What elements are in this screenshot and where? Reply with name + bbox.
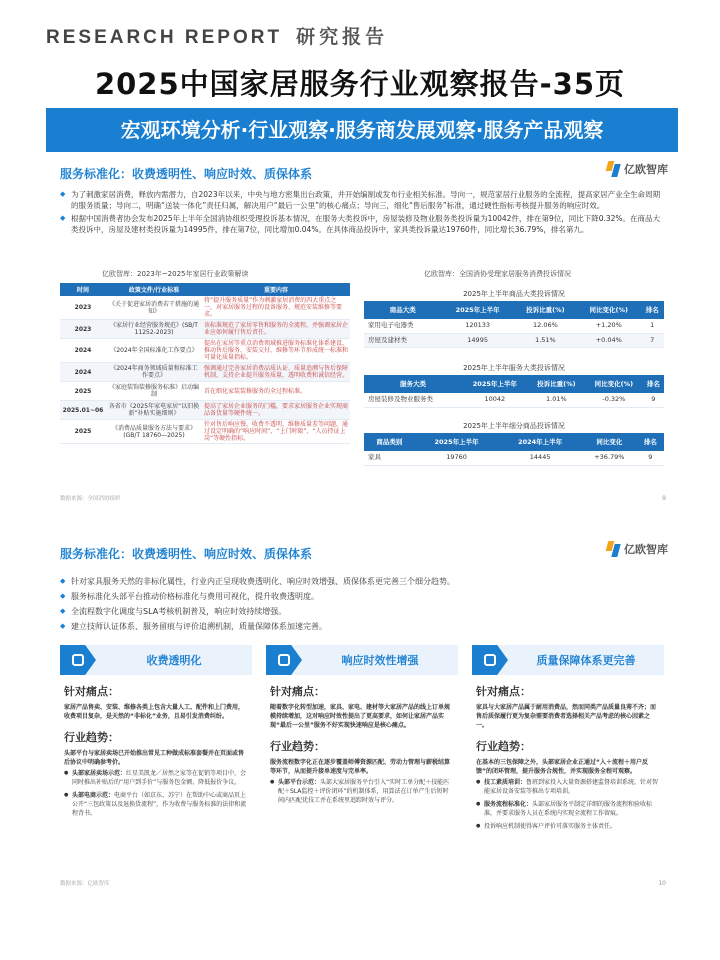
example-item [476, 822, 660, 831]
bullet-item: ◆ 为了刺激家居消费，释放内需潜力，自2023年以来，中央与地方密集出台政策，并开始编制或发布行业相关标准。导向一，规范家居行业服务的全流程，提高家居产业全生命周期的服务质量；导向二，明确“送装一体化”责任归属，解决用户“最后一公里”的核心痛点；导向三，细化“售后服务”标准，通过硬性指标考核提升服务的响应时效。 [60, 189, 664, 211]
kicker-en: RESEARCH REPORT [46, 27, 283, 48]
col-header: 2025年上半年 [442, 301, 514, 319]
trend-card [60, 645, 252, 875]
policy-content: 提高了家居企业服务的门槛，要求家居服务企业实现商品备货量等硬件统一。 [202, 401, 350, 420]
category-complaint-table [364, 433, 664, 466]
table-cell: +1.20% [577, 319, 640, 333]
service-complaint-table [364, 375, 664, 408]
col-header: 投诉比重(%) [528, 375, 586, 393]
example-text: 投诉响应机制使得客户评价可落实服务主体责任。 [484, 823, 617, 830]
pain-text: 家具与大家居产品属于耐用消费品，然而同类产品质量良莠不齐；而售后质保履行更为复杂需要消费者选择相关产品考虑的核心因素之一。 [476, 704, 657, 729]
pain-text: 随着数字化转型加速，家具、家电、建材等大家居产品的线上订单规模持续增加，这对响应时效性提出了更高要求，如何让家居产品实现“最后一公里”服务不好实现快速响应是核心痛点。 [270, 704, 451, 729]
card-title: 响应时效性增强 [341, 654, 419, 667]
table-caption: 2025年上半年细分商品投诉情况 [463, 422, 565, 430]
example-text: 头部大家居服务平台引入“实时工单分配＋技能匹配＋SLA监控＋评价闭环”的机制体系，用算法在订单产生后短时间内匹配优技工并在系统里追踪时效与评分。 [278, 779, 450, 804]
example-item [476, 778, 660, 796]
policy-time: 2025 [60, 382, 106, 401]
table-cell: +36.79% [582, 451, 637, 465]
trend-card [266, 645, 458, 875]
table-cell: 1.51% [514, 333, 577, 347]
pain-text: 家居产品售卖、安装、维修各类上包含大量人工、配件和上门费用，收费项目复杂，是天然的“非标化”业务，且易引发消费纠纷。 [64, 704, 245, 720]
bullet-item: ◆ 服务标准化头部平台推动价格标准化与费用可视化，提升收费透明度。 [60, 590, 664, 603]
table-row [364, 319, 664, 333]
page-number: 9 [662, 495, 666, 502]
table-cell: -0.32% [585, 393, 643, 407]
policy-time: 2024 [60, 363, 106, 382]
table-row [364, 333, 664, 347]
policy-row [60, 401, 350, 420]
policy-doc: 《消费品质量服务方法与要求》(GB/T 18760—2025) [106, 420, 202, 444]
bullet-item: ◆ 针对家具服务天然的非标化属性，行业内正呈现收费透明化、响应时效增强、质保体系更完善三个细分趋势。 [60, 575, 664, 588]
policy-row [60, 296, 350, 320]
policy-row [60, 420, 350, 444]
example-key: 头部平台示范： [278, 779, 321, 786]
section-title: 服务标准化：收费透明性、响应时效、质保体系 [60, 547, 313, 561]
report-title: 2025中国家居服务行业观察报告-35页 [94, 67, 626, 101]
trend-text: 在基本的三包保障之外，头部家居企业正通过“入＋流程＋用户反馈”的闭环管理，提升服务合规性，并实现服务全程可观察。 [476, 759, 648, 775]
trend-label: 行业趋势： [476, 740, 531, 753]
table-cell: 14995 [442, 333, 514, 347]
report-kicker [46, 22, 388, 49]
col-header: 政策文件/行业标准 [106, 283, 202, 296]
table-caption: 2025年上半年商品大类投诉情况 [463, 290, 565, 298]
example-item [270, 778, 454, 805]
table-cell: 10042 [462, 393, 528, 407]
col-header: 2024年上半年 [498, 433, 582, 451]
card-icon [266, 645, 302, 675]
bullet-list [60, 575, 664, 635]
section-title: 服务标准化：收费透明性、响应时效、质保体系 [60, 167, 313, 181]
policy-table [60, 283, 350, 444]
card-header [472, 645, 664, 675]
policy-time: 2025.01~06 [60, 401, 106, 420]
policy-content: 针对售后响应慢、收费不透明、维修质量差等问题，通过设定明确的“响应时间”、“上门时限”、“人员持证上岗”等硬性指标。 [204, 421, 349, 442]
bullet-item: ◆ 根据中国消费者协会发布2025年上半年全国消协组织受理投诉基本情况，在服务大类投诉中，房屋装修及物业服务类投诉量为10042件，排在第9位，同比下降0.32%。在商品大类投诉中，房屋及建材类投诉量为14995件，排在第7位，同比增加0.04%。在具体商品投诉中，家具类投诉量达19760件，同比增长36.79%，排名第九。 [60, 213, 664, 235]
table-cell: 房屋及建材类 [364, 333, 442, 347]
trend-label: 行业趋势： [270, 740, 325, 753]
policy-caption: 亿欧智库：2023年~2025年家居行业政策解读 [102, 270, 249, 278]
table-cell: 12.06% [514, 319, 577, 333]
col-header: 重要内容 [202, 283, 350, 296]
policy-doc: 《家居行业经营服务规范》(SB/T 11252-2023) [106, 320, 202, 339]
card-icon [60, 645, 96, 675]
col-header: 排名 [640, 301, 664, 319]
policy-time: 2025 [60, 420, 106, 444]
example-list [472, 776, 664, 831]
col-header: 2025年上半年 [462, 375, 528, 393]
complaint-caption: 亿欧智库：全国消协受理家居服务消费投诉情况 [424, 270, 571, 278]
policy-content: 该标准规范了家居零售和服务的全流程，并强调家居企业应如何履行售后责任。 [202, 320, 350, 339]
policy-time: 2023 [60, 296, 106, 320]
policy-time: 2024 [60, 339, 106, 363]
col-header: 2025年上半年 [415, 433, 499, 451]
pain-label: 针对痛点： [476, 685, 531, 698]
trend-card [472, 645, 664, 875]
example-text: 红星美凯龙／居然之家等在促销等项目中，会同时推出补贴后的“用户到手价”与服务包金额，降低报价争议。 [72, 770, 247, 786]
policy-content: 将“提升服务质量”作为刺激家居消费的四大重点之一，对家居服务过程的设备服务、规范安装维修等要求。 [202, 296, 350, 320]
example-text: 电商平台（如京东、苏宁）在帮助中心或商品页上公开“三包政策以及退换货流程”，作为收费与服务标准的法律和流程背书。 [72, 792, 247, 817]
col-header: 同比变化(%) [585, 375, 643, 393]
example-item [476, 800, 660, 818]
source-note: 数据来源：亿欧智库 [60, 881, 110, 887]
col-header: 服务大类 [364, 375, 462, 393]
card-glyph-icon [72, 654, 84, 666]
policy-row [60, 320, 350, 339]
trend-text: 服务流程数字化正在逐步覆盖师傅资源匹配、劳动力管理与薪税结算等环节，从而提升接单速度与完单率。 [270, 759, 451, 775]
trend-text: 头部平台与家居卖场已开始推出常见工种做成标准套餐并在页面或售后协议中明确参考价。 [64, 750, 245, 766]
pain-label: 针对痛点： [270, 685, 325, 698]
policy-doc: 《2024年全国标准化工作要点》 [106, 339, 202, 363]
table-cell: +0.04% [577, 333, 640, 347]
table-cell: 家具 [364, 451, 415, 465]
table-row [364, 393, 664, 407]
brand [607, 541, 668, 557]
card-icon [472, 645, 508, 675]
source-note: 数据来源：全国消协组织 [60, 496, 121, 502]
bullet-item: ◆ 建立技师认证体系、服务留痕与评价追溯机制，质量保障体系加速完善。 [60, 620, 664, 633]
policy-row [60, 363, 350, 382]
bullet-item: ◆ 全流程数字化调度与SLA考核机制普及，响应时效持续增强。 [60, 605, 664, 618]
page-number: 10 [658, 880, 666, 887]
policy-doc: 《关于促进家居消费若干措施的通知》 [106, 296, 202, 320]
table-cell: 19760 [415, 451, 499, 465]
policy-doc: 《家庭装饰装修服务标准》启动编制 [106, 382, 202, 401]
example-key: 服务流程标准化： [484, 801, 533, 808]
brand-logo-icon [607, 541, 621, 557]
brand [607, 161, 668, 177]
col-header: 时间 [60, 283, 106, 296]
bullet-list [60, 189, 664, 237]
example-list [266, 776, 458, 805]
table-caption: 2025年上半年服务大类投诉情况 [463, 364, 565, 372]
brand-name: 亿欧智库 [624, 543, 668, 556]
table-cell: 房屋装修及物业服务类 [364, 393, 462, 407]
page-9 [46, 155, 678, 510]
table-cell: 家用电子电器类 [364, 319, 442, 333]
example-text: 头部家居服务平制定详细的服务流程和验收标准，并要求服务人员在系统内实现全流程工作留痕。 [484, 801, 653, 817]
pain-label: 针对痛点： [64, 685, 119, 698]
card-title: 收费透明化 [146, 654, 202, 667]
table-cell: 9 [643, 393, 664, 407]
card-glyph-icon [278, 654, 290, 666]
table-cell: 120133 [442, 319, 514, 333]
col-header: 排名 [643, 375, 664, 393]
table-cell: 1 [640, 319, 664, 333]
card-title: 质量保障体系更完善 [536, 654, 636, 667]
example-key: 技工素质培训： [484, 779, 527, 786]
kicker-cn: 研究报告 [296, 27, 389, 48]
card-header [266, 645, 458, 675]
table-row [364, 451, 664, 465]
card-glyph-icon [484, 654, 496, 666]
policy-time: 2023 [60, 320, 106, 339]
page-10 [46, 535, 678, 895]
policy-doc: 各省市《2025年家电家居“以旧换新”补贴实施细则》 [106, 401, 202, 420]
brand-logo-icon [607, 161, 621, 177]
policy-row [60, 339, 350, 363]
card-header [60, 645, 252, 675]
policy-row [60, 382, 350, 401]
policy-content: 强调通过完善家居消费品质认证、质量追溯与售后保障机制，支持企业提升服务质量，透明收费和诚信经营。 [202, 363, 350, 382]
col-header: 同比变化(%) [577, 301, 640, 319]
example-key: 头部电商示范： [72, 792, 115, 799]
example-list [60, 767, 252, 818]
col-header: 投诉比重(%) [514, 301, 577, 319]
policy-content: 提出在家居等重点消费领域推进服务标准化体系建设，推动售后服务、安装交付、维修等环节形成统一标准和可量化质量指标。 [204, 340, 349, 361]
trend-label: 行业趋势： [64, 731, 119, 744]
example-item [64, 791, 248, 818]
col-header: 同比变化 [582, 433, 637, 451]
example-text: 鲁班到家投入大量资源搭建监督培训系统，针对智能家居设备安装等推出专项培训。 [484, 779, 659, 795]
col-header: 商品大类 [364, 301, 442, 319]
col-header: 排名 [637, 433, 664, 451]
example-item [64, 769, 248, 787]
goods-complaint-table [364, 301, 664, 348]
policy-content: 首在细化家装装修服务的全过程标准。 [202, 382, 350, 401]
topic-banner: 宏观环境分析·行业观察·服务商发展观察·服务产品观察 [46, 108, 678, 152]
table-cell: 9 [637, 451, 664, 465]
col-header: 商品类别 [364, 433, 415, 451]
table-cell: 1.01% [528, 393, 586, 407]
table-cell: 14445 [498, 451, 582, 465]
example-key: 头部家居卖场示范： [72, 770, 127, 777]
table-cell: 7 [640, 333, 664, 347]
policy-doc: 《2024年商务领域质量和标准工作要点》 [106, 363, 202, 382]
brand-name: 亿欧智库 [624, 163, 668, 176]
